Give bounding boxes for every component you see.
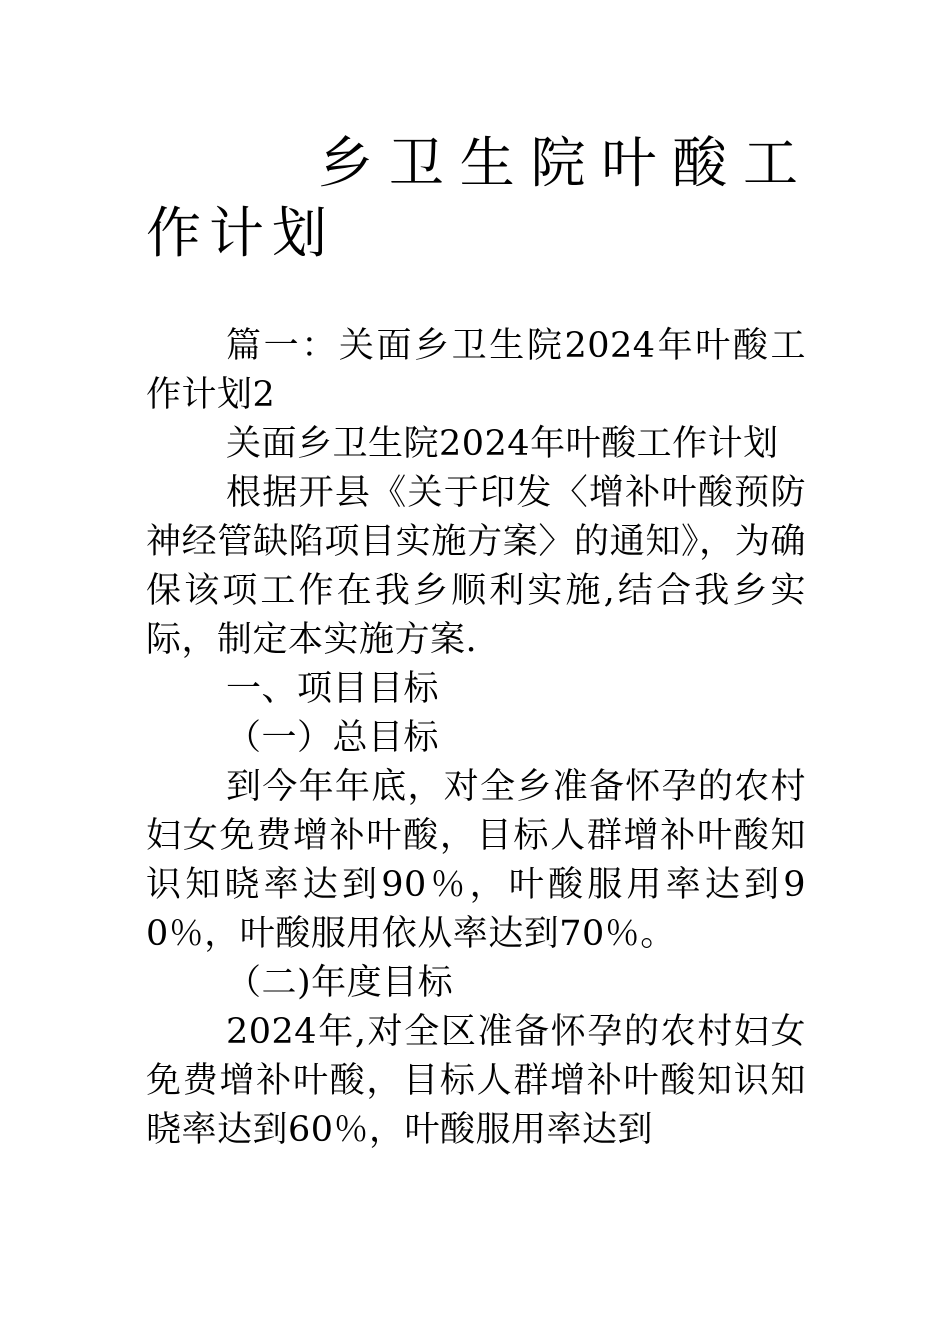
document-body bbox=[146, 322, 806, 1155]
overall-goal-paragraph: 到今年年底，对全乡准备怀孕的农村妇女免费增补叶酸，目标人群增补叶酸知识知晓率达到90％，叶酸服用率达到90％，叶酸服用依从率达到70％。 bbox=[146, 767, 806, 954]
section-heading-part-one: 篇一：关面乡卫生院2024年叶酸工作计划2 bbox=[146, 326, 806, 415]
intro-paragraph: 根据开县《关于印发〈增补叶酸预防神经管缺陷项目实施方案〉的通知》，为确保该项工作在我乡顺利实施,结合我乡实际，制定本实施方案. bbox=[146, 473, 806, 660]
plan-subtitle: 关面乡卫生院2024年叶酸工作计划 bbox=[226, 424, 779, 464]
heading-project-goals: 一、项目目标 bbox=[226, 669, 440, 709]
document-title: 乡卫生院叶酸工作计划 bbox=[146, 131, 806, 265]
annual-goal-paragraph: 2024年,对全区准备怀孕的农村妇女免费增补叶酸，目标人群增补叶酸知识知晓率达到60％，叶酸服用率达到 bbox=[146, 1012, 806, 1150]
heading-overall-goal: （一）总目标 bbox=[226, 718, 440, 758]
heading-annual-goal: （二)年度目标 bbox=[226, 963, 454, 1003]
